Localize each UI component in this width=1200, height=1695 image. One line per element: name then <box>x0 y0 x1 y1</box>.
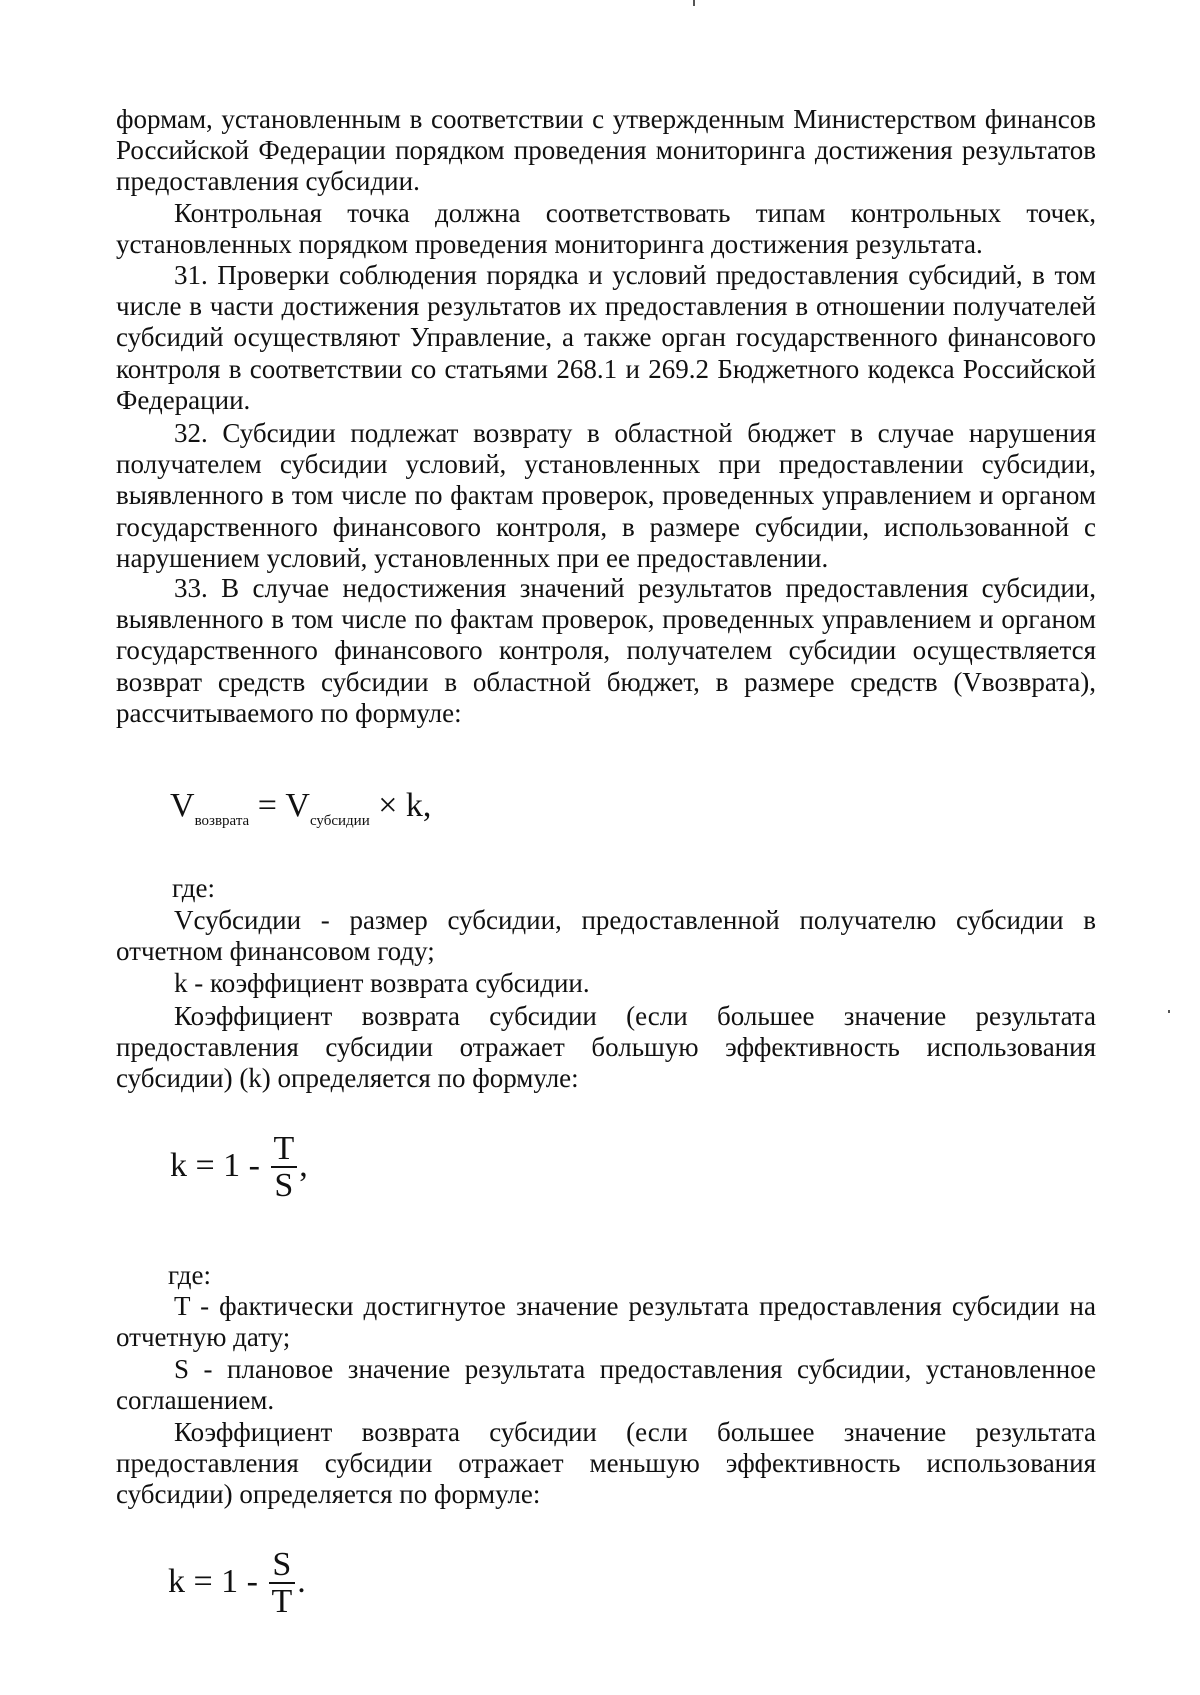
formula-equals: = <box>257 787 277 824</box>
formula-tail: × k, <box>378 787 432 824</box>
formula-k2-end: . <box>297 1562 306 1600</box>
formula-k1-end: , <box>299 1146 308 1184</box>
paragraph-t: T - фактически достигнутое значение результата предоставления субсидии на отчетную дату; <box>116 1291 1096 1353</box>
paragraph-coef-2: Коэффициент возврата субсидии (если большее значение результата предоставления субсидии отражает меньшую эффективность использования субсидии) определяется по формуле: <box>116 1417 1096 1510</box>
paragraph-coef-1: Коэффициент возврата субсидии (если большее значение результата предоставления субсидии отражает большую эффективность использования субсидии) (k) определяется по формуле: <box>116 1001 1096 1094</box>
formula-k2-lhs: k = 1 - <box>168 1562 258 1600</box>
formula-k1-numerator: T <box>273 1130 295 1167</box>
formula-k1-denominator: S <box>271 1166 298 1204</box>
formula-k-2 <box>168 1548 306 1620</box>
paragraph-2: Контрольная точка должна соответствовать типам контрольных точек, установленных порядком проведения мониторинга достижения результата. <box>116 198 1096 260</box>
where-label-2: где: <box>168 1260 211 1290</box>
formula-k2-denominator: T <box>269 1582 296 1620</box>
scan-mark <box>693 0 695 6</box>
paragraph-31: 31. Проверки соблюдения порядка и условий предоставления субсидий, в том числе в части достижения результатов их предоставления в отношении получателей субсидий осуществляют Управление, а также орган государственного финансового контроля в соответствии со статьями 268.1 и 269.2 Бюджетного кодекса Российской Федерации. <box>116 260 1096 415</box>
formula-v-return <box>170 786 431 832</box>
formula-sub-subsidii: субсидии <box>309 813 370 829</box>
formula-var-v: V <box>170 787 195 824</box>
formula-k1-fraction <box>271 1132 298 1204</box>
formula-k2-numerator: S <box>272 1546 292 1583</box>
where-label-1: где: <box>172 873 215 903</box>
scan-mark-right <box>1168 1010 1170 1013</box>
formula-var-v2: V <box>285 787 310 824</box>
formula-sub-vozvrata: возврата <box>194 813 250 829</box>
paragraph-1: формам, установленным в соответствии с утвержденным Министерством финансов Российской Федерации порядком проведения мониторинга достижения результатов предоставления субсидии. <box>116 104 1096 197</box>
paragraph-32: 32. Субсидии подлежат возврату в областной бюджет в случае нарушения получателем субсидии условий, установленных при предоставлении субсидии, выявленного в том числе по фактам проверок, проведенных управлением и органом государственного финансового контроля, в размере субсидии, использованной с нарушением условий, установленных при ее предоставлении. <box>116 418 1096 573</box>
paragraph-33: 33. В случае недостижения значений результатов предоставления субсидии, выявленного в том числе по фактам проверок, проведенных управлением и органом государственного финансового контроля, получателем субсидии осуществляется возврат средств субсидии в областной бюджет, в размере средств (Vвозврата), рассчитываемого по формуле: <box>116 573 1096 728</box>
formula-k2-fraction <box>269 1548 296 1620</box>
formula-k-1 <box>170 1132 308 1204</box>
paragraph-v-subsidy: Vсубсидии - размер субсидии, предоставленной получателю субсидии в отчетном финансовом году; <box>116 905 1096 967</box>
paragraph-s: S - плановое значение результата предоставления субсидии, установленное соглашением. <box>116 1354 1096 1416</box>
paragraph-k: k - коэффициент возврата субсидии. <box>174 968 590 998</box>
formula-k1-lhs: k = 1 - <box>170 1146 260 1184</box>
